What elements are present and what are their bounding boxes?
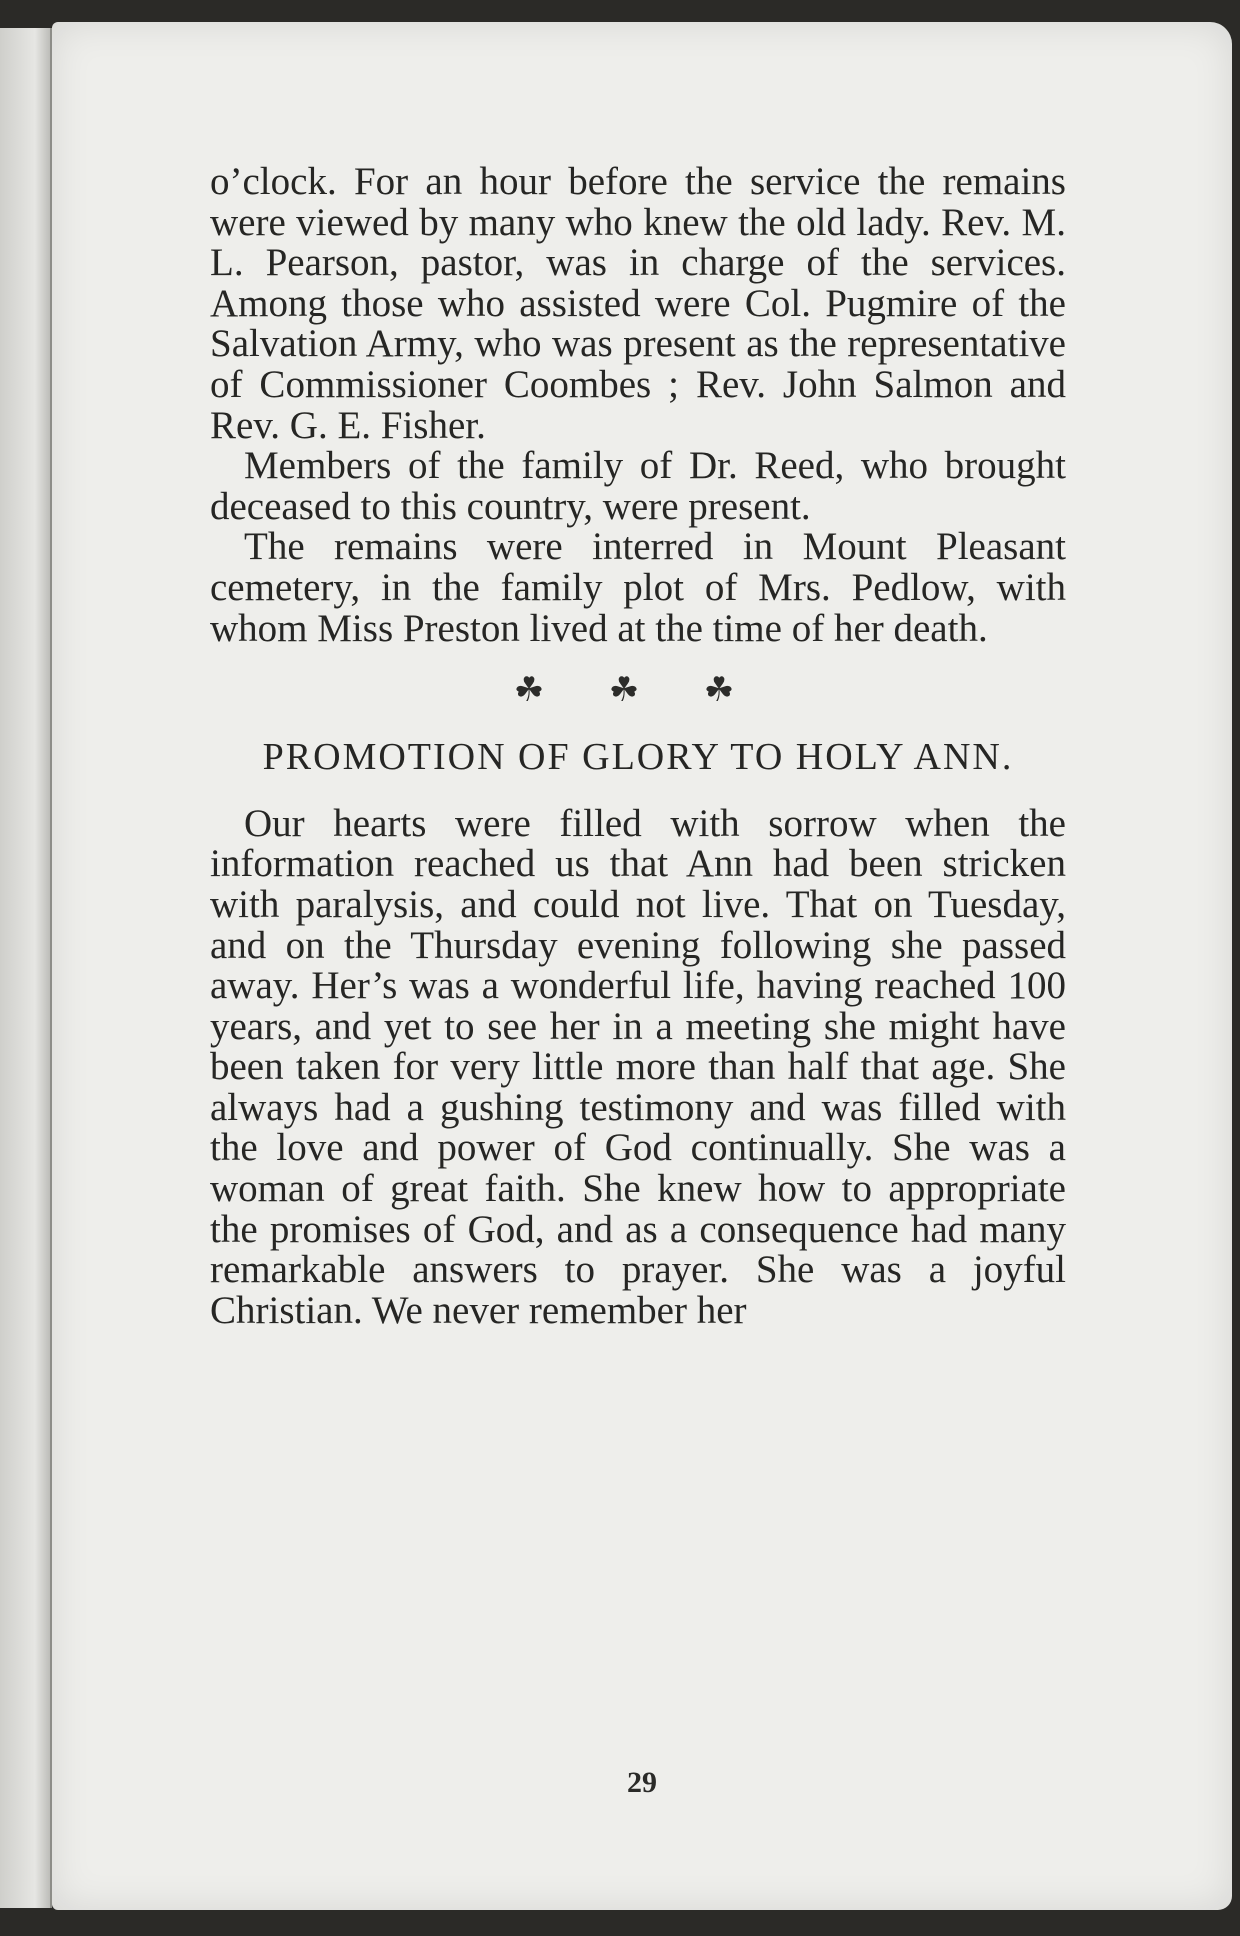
facing-page-edge — [0, 28, 52, 1908]
paragraph-interment: The remains were interred in Mount Pleasant cemetery, in the family plot of Mrs. Pedlow, with whom Miss Preston lived at the time of her death. — [210, 525, 1066, 650]
page-text — [210, 162, 1066, 1331]
paragraph-funeral-service: o’clock. For an hour before the service the remains were viewed by many who knew the old lady. Rev. M. L. Pearson, pastor, was in charge of the services. Among those who assisted were Col. Pugmire of the Salvation Army, who was present as the representative of Commissioner Coombes ; Rev. John Salmon and Rev. G. E. Fisher. — [210, 160, 1066, 447]
book-page — [52, 22, 1232, 1910]
section-heading: PROMOTION OF GLORY TO HOLY ANN. — [262, 735, 1014, 778]
paragraph-tribute: Our hearts were filled with sorrow when the information reached us that Ann had been stricken with paralysis, and could not live. That on Tuesday, and on the Thursday evening following she passed away. Her’s was a wonderful life, having reached 100 years, and yet to see her in a meeting she might have been taken for very little more than half that age. She always had a gushing testimony and was filled with the love and power of God continually. She was a woman of great faith. She knew how to appropriate the promises of God, and as a consequence had many remarkable answers to prayer. She was a joyful Christian. We never remember her — [210, 801, 1066, 1332]
shamrock-ornament-icon: ☘ ☘ ☘ — [513, 672, 763, 710]
paragraph-family-present: Members of the family of Dr. Reed, who brought deceased to this country, were present. — [210, 444, 1066, 528]
page-number: 29 — [627, 1766, 657, 1799]
